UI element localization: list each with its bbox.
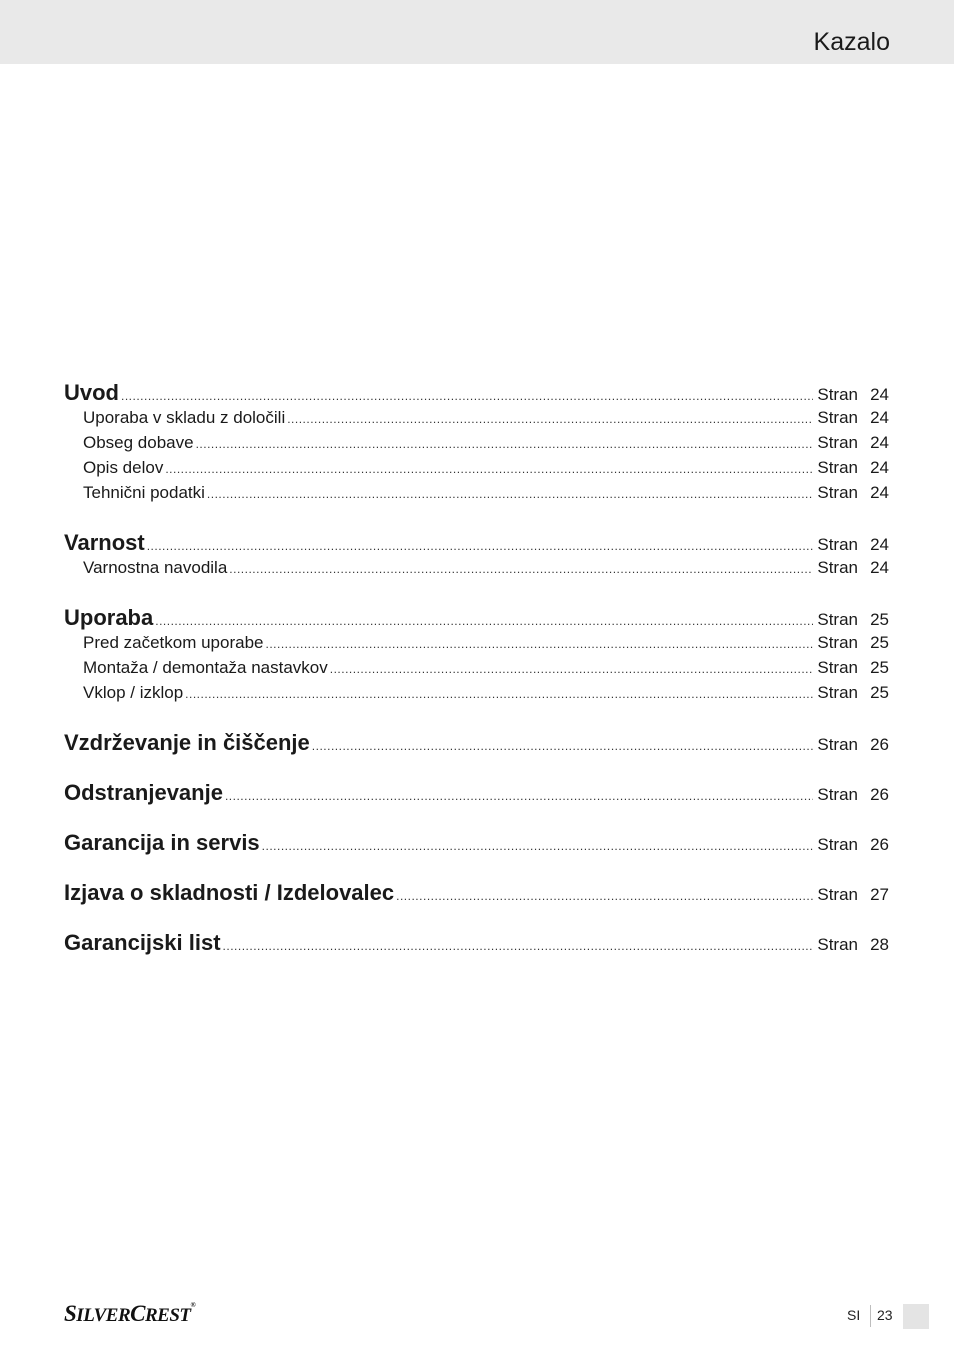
- toc-subitem-row: [64, 655, 889, 680]
- toc-entry-label: Montaža / demontaža nastavkov: [83, 658, 328, 677]
- toc-subitem-row: [64, 630, 889, 655]
- toc-leader-dots: [229, 557, 813, 582]
- toc-subitem-row: [64, 480, 889, 505]
- toc-leader-dots: [165, 457, 813, 482]
- toc-page-prefix: Stran: [817, 683, 858, 702]
- toc-leader-dots: [287, 407, 813, 432]
- toc-entry-label: Garancijski list: [64, 930, 221, 955]
- toc-entry-label: Pred začetkom uporabe: [83, 633, 264, 652]
- table-of-contents: [64, 380, 889, 955]
- toc-page-ref: [817, 532, 889, 557]
- header-band: [0, 0, 954, 64]
- toc-entry-label: Tehnični podatki: [83, 483, 205, 502]
- language-code: SI: [847, 1307, 861, 1323]
- toc-entry-label: Varnost: [64, 530, 145, 555]
- toc-page-number: 24: [870, 433, 889, 452]
- toc-subitem-row: [64, 680, 889, 705]
- toc-page-ref: [817, 607, 889, 632]
- toc-leader-dots: [312, 734, 814, 759]
- toc-page-number: 24: [870, 408, 889, 427]
- toc-leader-dots: [185, 682, 813, 707]
- toc-leader-dots: [225, 784, 813, 809]
- toc-heading-row: [64, 730, 889, 755]
- page-title: Kazalo: [813, 28, 890, 56]
- toc-subitem-row: [64, 555, 889, 580]
- toc-page-number: 24: [870, 535, 889, 554]
- toc-page-prefix: Stran: [817, 885, 858, 904]
- toc-page-prefix: Stran: [817, 385, 858, 404]
- toc-page-number: 26: [870, 785, 889, 804]
- toc-gap: [64, 705, 889, 730]
- toc-page-ref: [817, 680, 889, 705]
- footer-divider: [870, 1305, 871, 1327]
- toc-leader-dots: [266, 632, 814, 657]
- toc-page-ref: [817, 832, 889, 857]
- toc-page-ref: [817, 382, 889, 407]
- toc-page-number: 24: [870, 483, 889, 502]
- toc-page-ref: [817, 655, 889, 680]
- toc-page-prefix: Stran: [817, 835, 858, 854]
- toc-page-ref: [817, 430, 889, 455]
- page-number: 23: [877, 1307, 893, 1323]
- toc-entry-label: Odstranjevanje: [64, 780, 223, 805]
- toc-page-ref: [817, 405, 889, 430]
- toc-heading-row: [64, 930, 889, 955]
- toc-page-prefix: Stran: [817, 935, 858, 954]
- toc-heading-row: [64, 830, 889, 855]
- toc-page-number: 24: [870, 558, 889, 577]
- toc-heading-row: [64, 380, 889, 405]
- toc-entry-label: Obseg dobave: [83, 433, 194, 452]
- toc-page-prefix: Stran: [817, 408, 858, 427]
- toc-page-ref: [817, 882, 889, 907]
- toc-entry-label: Uporaba v skladu z določili: [83, 408, 286, 427]
- toc-page-prefix: Stran: [817, 458, 858, 477]
- toc-page-ref: [817, 732, 889, 757]
- toc-gap: [64, 580, 889, 605]
- toc-heading-row: [64, 880, 889, 905]
- toc-leader-dots: [223, 934, 814, 959]
- toc-page-prefix: Stran: [817, 610, 858, 629]
- footer-tab-marker: [903, 1304, 929, 1329]
- toc-page-number: 24: [870, 458, 889, 477]
- toc-page-prefix: Stran: [817, 535, 858, 554]
- toc-page-prefix: Stran: [817, 558, 858, 577]
- toc-page-ref: [817, 782, 889, 807]
- toc-page-prefix: Stran: [817, 735, 858, 754]
- toc-page-number: 26: [870, 735, 889, 754]
- toc-page-number: 24: [870, 385, 889, 404]
- toc-page-ref: [817, 630, 889, 655]
- toc-entry-label: Vzdrževanje in čiščenje: [64, 730, 310, 755]
- toc-page-number: 25: [870, 610, 889, 629]
- toc-entry-label: Opis delov: [83, 458, 164, 477]
- toc-page-number: 25: [870, 633, 889, 652]
- toc-entry-label: Vklop / izklop: [83, 683, 184, 702]
- toc-entry-label: Izjava o skladnosti / Izdelovalec: [64, 880, 395, 905]
- toc-leader-dots: [196, 432, 814, 457]
- toc-leader-dots: [147, 534, 814, 559]
- toc-entry-label: Varnostna navodila: [83, 558, 228, 577]
- toc-heading-row: [64, 530, 889, 555]
- toc-page-prefix: Stran: [817, 785, 858, 804]
- toc-page-number: 25: [870, 683, 889, 702]
- toc-page-prefix: Stran: [817, 633, 858, 652]
- toc-entry-label: Uvod: [64, 380, 119, 405]
- toc-leader-dots: [207, 482, 813, 507]
- silvercrest-logo: SILVERCREST®: [64, 1301, 196, 1326]
- toc-subitem-row: [64, 405, 889, 430]
- toc-page-number: 25: [870, 658, 889, 677]
- toc-page-number: 27: [870, 885, 889, 904]
- toc-page-ref: [817, 455, 889, 480]
- toc-entry-label: Garancija in servis: [64, 830, 260, 855]
- toc-subitem-row: [64, 455, 889, 480]
- toc-page-prefix: Stran: [817, 658, 858, 677]
- toc-page-prefix: Stran: [817, 483, 858, 502]
- toc-page-number: 28: [870, 935, 889, 954]
- toc-subitem-row: [64, 430, 889, 455]
- toc-leader-dots: [262, 834, 814, 859]
- toc-leader-dots: [330, 657, 814, 682]
- toc-heading-row: [64, 605, 889, 630]
- toc-page-ref: [817, 480, 889, 505]
- toc-heading-row: [64, 780, 889, 805]
- toc-page-prefix: Stran: [817, 433, 858, 452]
- toc-page-ref: [817, 555, 889, 580]
- toc-page-ref: [817, 932, 889, 957]
- toc-entry-label: Uporaba: [64, 605, 154, 630]
- toc-page-number: 26: [870, 835, 889, 854]
- toc-gap: [64, 505, 889, 530]
- toc-leader-dots: [396, 884, 813, 909]
